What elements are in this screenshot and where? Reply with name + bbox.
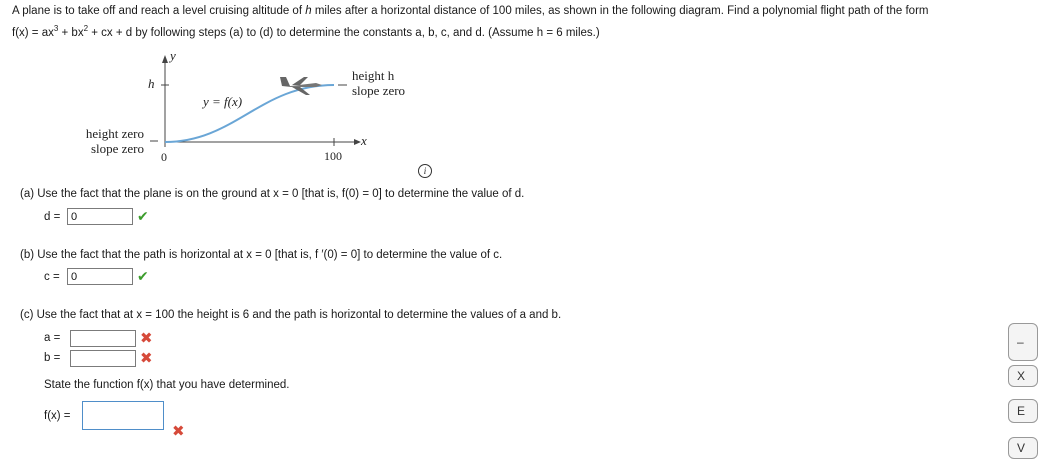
problem-statement — [12, 3, 1017, 42]
f-incorrect-icon: ✖ — [172, 423, 185, 440]
x-axis-label: x — [361, 133, 367, 148]
plane-icon — [280, 77, 322, 95]
side-button-2[interactable]: X — [1008, 365, 1038, 387]
state-function-prompt: State the function f(x) that you have determined. — [44, 379, 290, 391]
part-a-prompt: (a) Use the fact that the plane is on the ground at x = 0 [that is, f(0) = 0] to determine the value of d. — [20, 188, 525, 200]
a-label: a = — [44, 332, 61, 344]
left-annotation: height zero slope zero — [85, 126, 144, 156]
c-label: c = — [44, 271, 60, 283]
part-b-prompt: (b) Use the fact that the path is horizontal at x = 0 [that is, f ′(0) = 0] to determine the value of c. — [20, 249, 503, 261]
f-label: f(x) = — [44, 410, 71, 422]
side-button-3[interactable]: E — [1008, 399, 1038, 423]
y-axis-label: y — [170, 48, 176, 63]
f-input[interactable] — [82, 401, 164, 430]
side-button-4[interactable]: V — [1008, 437, 1038, 459]
h-tick-label: h — [148, 76, 155, 91]
curve-label: y = f(x) — [203, 94, 243, 109]
x-axis-arrow — [354, 139, 361, 145]
d-correct-icon: ✔ — [137, 208, 149, 224]
a-input[interactable] — [70, 330, 136, 347]
d-label: d = — [44, 211, 61, 223]
y-axis-arrow — [162, 55, 168, 63]
flight-path-diagram — [70, 45, 430, 170]
b-input[interactable] — [70, 350, 136, 367]
d-input[interactable] — [67, 208, 133, 225]
right-annotation: height h slope zero — [352, 68, 406, 98]
info-icon[interactable]: i — [418, 164, 432, 178]
part-c-prompt: (c) Use the fact that at x = 100 the height is 6 and the path is horizontal to determine the values of a and b. — [20, 309, 562, 321]
b-label: b = — [44, 352, 61, 364]
flight-curve — [165, 85, 334, 142]
origin-label: 0 — [161, 150, 167, 164]
side-button-1[interactable]: – — [1008, 323, 1038, 361]
b-incorrect-icon: ✖ — [140, 350, 153, 367]
problem-line-1: A plane is to take off and reach a level cruising altitude of h miles after a horizontal distance of 100 miles, as shown in the following diagram. Find a polynomial flight path of the form — [12, 5, 929, 17]
c-input[interactable] — [67, 268, 133, 285]
a-incorrect-icon: ✖ — [140, 330, 153, 347]
problem-line-2: $f(x) = ax^3 + bx^2$ + cx + d by following steps (a) to (d) to determine the constants a, b, c, and d. (Assume h = 6 miles.) — [12, 24, 600, 39]
c-correct-icon: ✔ — [137, 268, 149, 284]
x-tick-label: 100 — [324, 149, 342, 163]
